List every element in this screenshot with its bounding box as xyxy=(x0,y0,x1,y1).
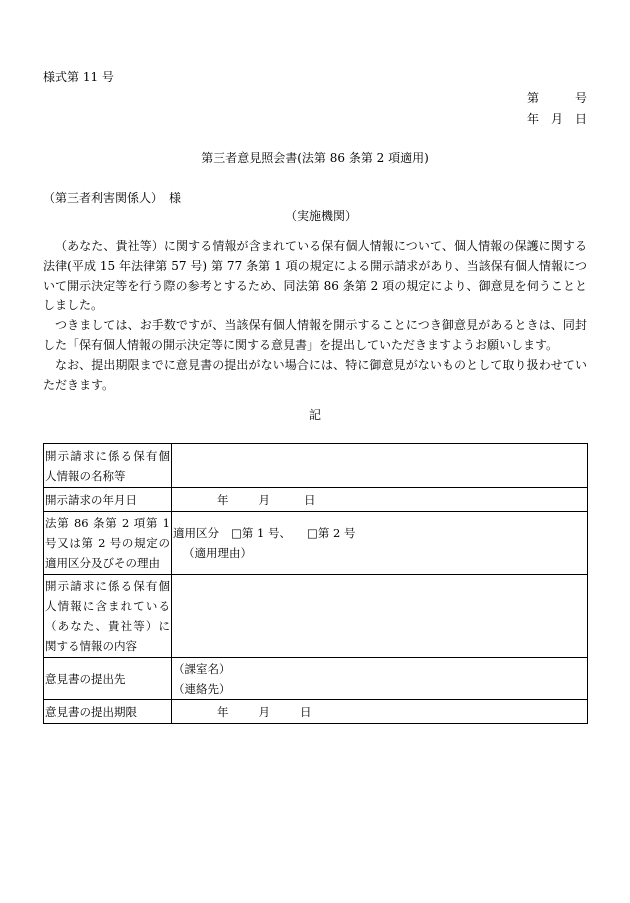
body-paragraph-1: （あなた、貴社等）に関する情報が含まれている保有個人情報について、個人情報の保護に関する法律(平成 15 年法律第 57 号) 第 77 条第 1 項の規定による開示請求があり、当該保有個人情報について開示決定等を行う際の参考とするため、同法第 86 条第 2 項の規定により、御意見を伺うこととしました。 xyxy=(43,239,587,313)
table-row xyxy=(44,512,588,575)
sender-agency: （実施機関） xyxy=(285,209,358,223)
submission-deadline-label: 意見書の提出期限 xyxy=(44,700,172,724)
table-row xyxy=(44,658,588,700)
addressee: （第三者利害関係人） 様 xyxy=(43,191,182,205)
deadline-month: 月 xyxy=(258,704,270,719)
deadline-year: 年 xyxy=(217,704,229,719)
contact-info: （連絡先） xyxy=(173,681,231,696)
table-row xyxy=(44,575,588,658)
application-category-label: 法第 86 条第 2 項第 1 号又は第 2 号の規定の適用区分及びその理由 xyxy=(44,512,172,575)
info-content-label: 開示請求に係る保有個人情報に含まれている（あなた、貴社等）に関する情報の内容 xyxy=(44,575,172,658)
request-date-month: 月 xyxy=(258,492,270,507)
application-category-value xyxy=(172,512,588,575)
submission-destination-label: 意見書の提出先 xyxy=(44,658,172,700)
document-title: 第三者意見照会書(法第 86 条第 2 項適用) xyxy=(201,151,429,165)
document-date: 年 月 日 xyxy=(526,112,587,126)
table-row xyxy=(44,700,588,724)
form-number: 様式第 11 号 xyxy=(43,70,114,84)
ki-label: 記 xyxy=(308,408,321,422)
body-text xyxy=(43,237,587,395)
table-row xyxy=(44,444,588,488)
table-row xyxy=(44,488,588,512)
request-date-label: 開示請求の年月日 xyxy=(44,488,172,512)
body-paragraph-3: なお、提出期限までに意見書の提出がない場合には、特に御意見がないものとして取り扱わせていただきます。 xyxy=(43,357,587,392)
checkbox-article-2[interactable]: □第 2 号 xyxy=(307,526,356,540)
submission-deadline-value xyxy=(172,700,588,724)
reason-label: （適用理由） xyxy=(183,546,252,560)
details-table xyxy=(43,443,588,724)
category-label: 適用区分 xyxy=(173,526,219,540)
submission-destination-value xyxy=(172,658,588,700)
request-date-day: 日 xyxy=(304,492,316,507)
document-number: 第 号 xyxy=(526,91,587,105)
body-paragraph-2: つきましては、お手数ですが、当該保有個人情報を開示することにつき御意見があるときは、同封した「保有個人情報の開示決定等に関する意見書」を提出していただきますようお願いします。 xyxy=(43,318,587,352)
checkbox-article-1[interactable]: □第 1 号、 xyxy=(231,526,291,540)
target-info-value xyxy=(172,444,588,488)
info-content-value xyxy=(172,575,588,658)
deadline-day: 日 xyxy=(300,704,312,719)
request-date-value xyxy=(172,488,588,512)
target-info-label: 開示請求に係る保有個人情報の名称等 xyxy=(44,444,172,488)
request-date-year: 年 xyxy=(217,492,229,507)
division-name: （課室名） xyxy=(173,661,231,676)
